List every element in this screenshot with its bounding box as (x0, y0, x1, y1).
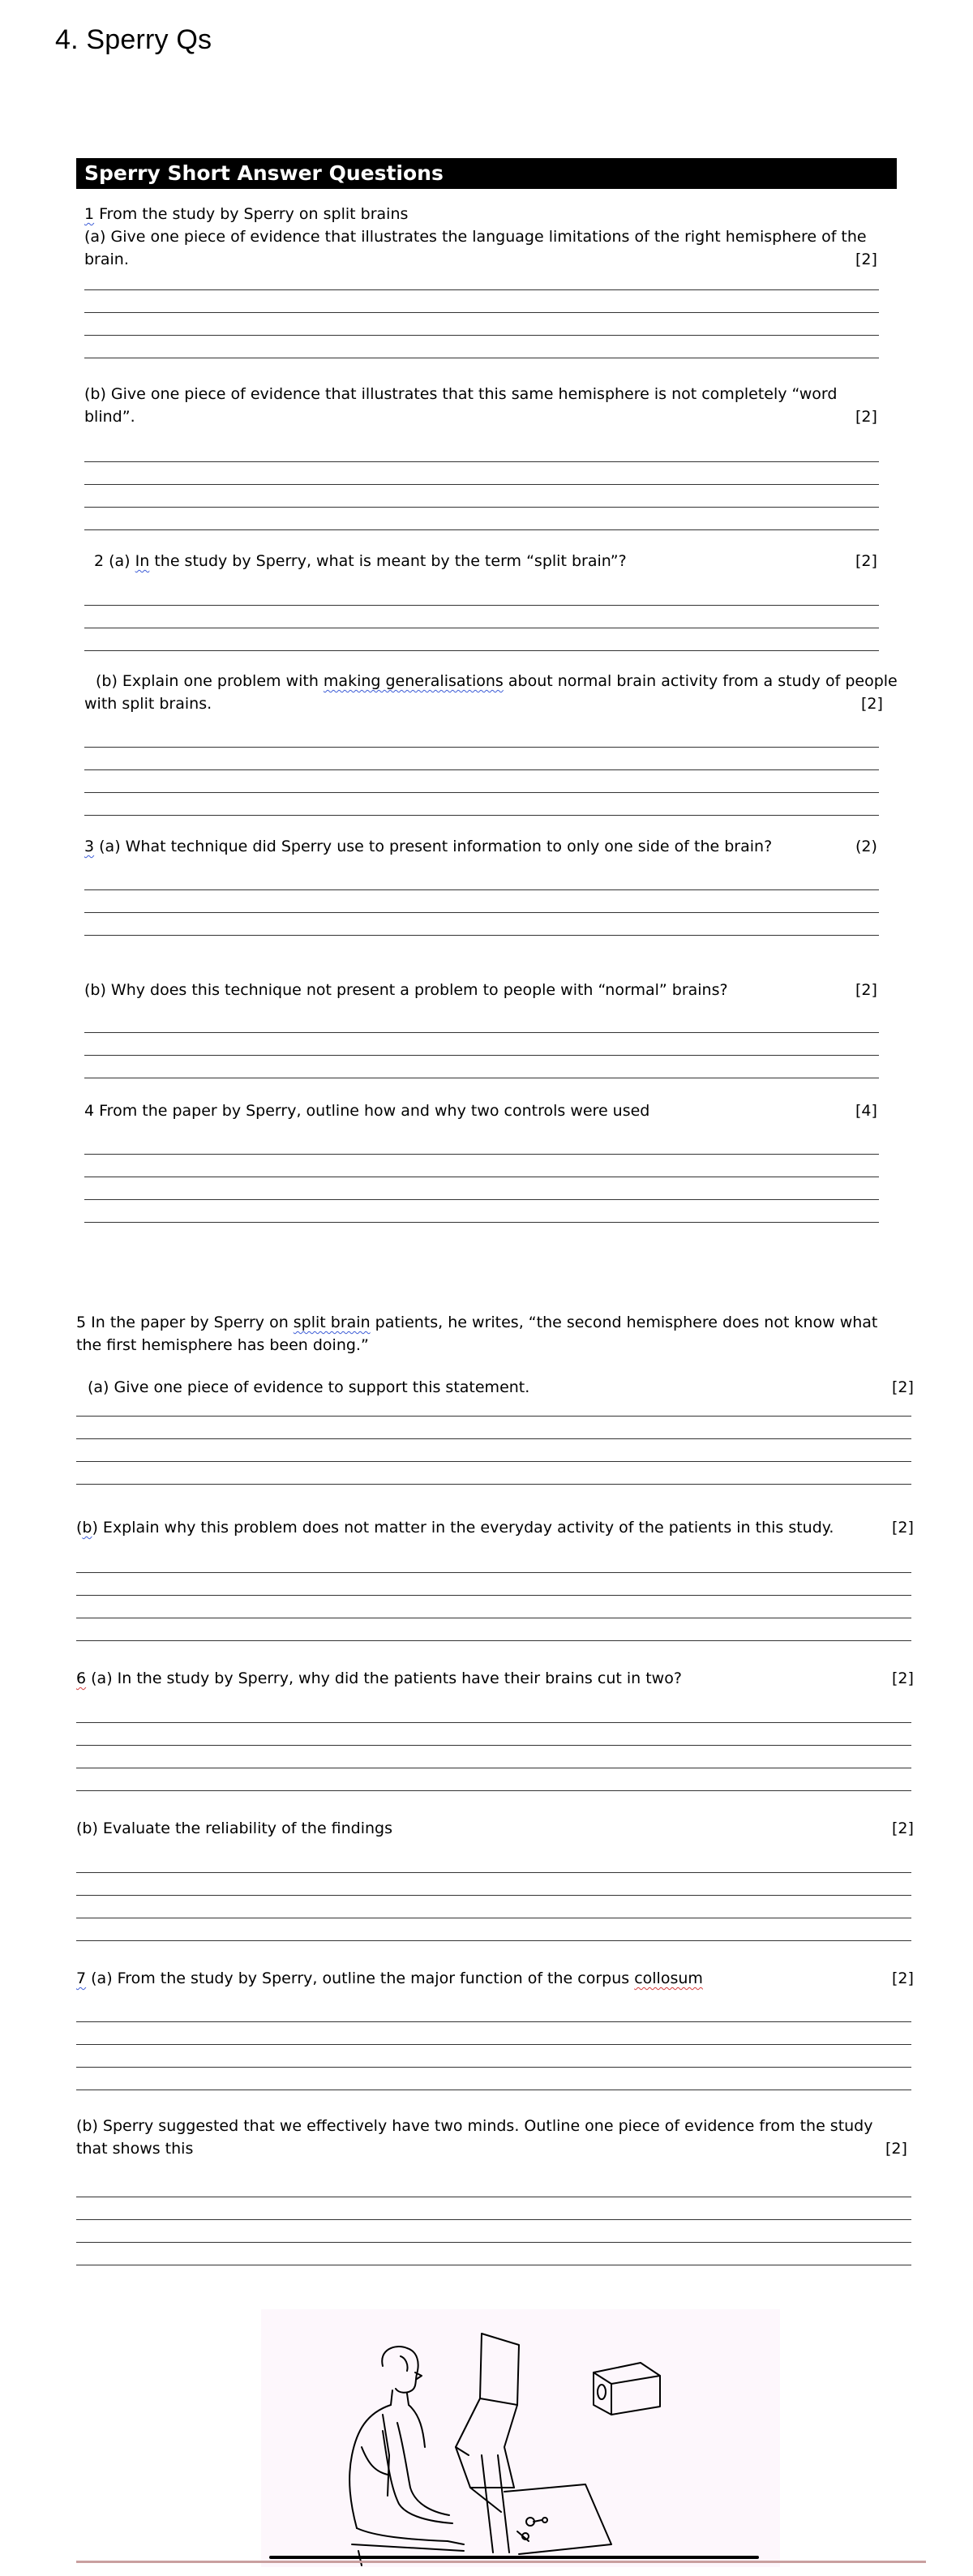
answer-line[interactable] (84, 889, 879, 890)
q5-text: 5 In the paper by Sperry on split brain patients, he writes, “the second hemisphere does not know what (76, 1314, 878, 1331)
answer-line[interactable] (76, 1940, 911, 1941)
page-title: 4. Sperry Qs (55, 24, 212, 55)
section-banner: Sperry Short Answer Questions (76, 158, 897, 189)
q1a-text-cont: brain. (84, 251, 129, 268)
q2a-mark: [2] (855, 552, 877, 570)
q1b-mark: [2] (855, 408, 877, 426)
answer-line[interactable] (84, 747, 879, 748)
split-brain-apparatus-figure (261, 2309, 780, 2567)
answer-line[interactable] (76, 1461, 911, 1462)
answer-line[interactable] (84, 1222, 879, 1223)
answer-line[interactable] (84, 769, 879, 770)
q1-intro: 1 From the study by Sperry on split brains (84, 205, 409, 223)
answer-line[interactable] (76, 1595, 911, 1596)
q5a-mark: [2] (892, 1378, 914, 1396)
answer-line[interactable] (84, 1199, 879, 1200)
bottom-divider (76, 2561, 926, 2563)
q3b-text: (b) Why does this technique not present a problem to people with “normal” brains? (84, 981, 728, 999)
q3a-mark: (2) (855, 838, 877, 855)
q4-mark: [4] (855, 1102, 877, 1120)
answer-line[interactable] (76, 1640, 911, 1641)
q7b-text-cont: that shows this (76, 2140, 194, 2158)
q5-text-cont: the first hemisphere has been doing.” (76, 1336, 369, 1354)
answer-line[interactable] (84, 461, 879, 462)
answer-line[interactable] (76, 2044, 911, 2045)
q3a-text: 3 (a) What technique did Sperry use to present information to only one side of the brain? (84, 838, 773, 855)
answer-line[interactable] (84, 815, 879, 816)
answer-line[interactable] (76, 1790, 911, 1791)
answer-line[interactable] (76, 1416, 911, 1417)
answer-line[interactable] (76, 1722, 911, 1723)
q6b-text: (b) Evaluate the reliability of the findings (76, 1819, 393, 1837)
q7b-mark: [2] (885, 2140, 907, 2158)
q6b-mark: [2] (892, 1819, 914, 1837)
answer-line[interactable] (76, 2219, 911, 2220)
answer-line[interactable] (76, 2067, 911, 2068)
q2b-mark: [2] (861, 695, 883, 713)
q5a-text: (a) Give one piece of evidence to support this statement. (88, 1378, 530, 1396)
q6a-text: 6 (a) In the study by Sperry, why did the patients have their brains cut in two? (76, 1669, 682, 1687)
answer-line[interactable] (84, 484, 879, 485)
answer-line[interactable] (84, 312, 879, 313)
answer-line[interactable] (76, 1895, 911, 1896)
q5b-text: (b) Explain why this problem does not matter in the everyday activity of the patients in this study. (76, 1519, 834, 1537)
q7a-text: 7 (a) From the study by Sperry, outline the major function of the corpus collosum (76, 1970, 703, 1987)
answer-line[interactable] (84, 335, 879, 336)
q4-text: 4 From the paper by Sperry, outline how and why two controls were used (84, 1102, 650, 1120)
q2a-text: 2 (a) In the study by Sperry, what is meant by the term “split brain”? (94, 552, 627, 570)
answer-line[interactable] (76, 1572, 911, 1573)
answer-line[interactable] (84, 935, 879, 936)
answer-line[interactable] (84, 1154, 879, 1155)
q5b-mark: [2] (892, 1519, 914, 1537)
answer-line[interactable] (76, 1872, 911, 1873)
q7a-mark: [2] (892, 1970, 914, 1987)
answer-line[interactable] (76, 1745, 911, 1746)
q1b-text-cont: blind”. (84, 408, 135, 426)
q1a-mark: [2] (855, 251, 877, 268)
q2b-text-cont: with split brains. (84, 695, 212, 713)
answer-line[interactable] (76, 2021, 911, 2022)
answer-line[interactable] (76, 2242, 911, 2243)
answer-line[interactable] (84, 507, 879, 508)
q2b-text: (b) Explain one problem with making generalisations about normal brain activity from a study of people (96, 672, 898, 690)
answer-line[interactable] (84, 289, 879, 290)
answer-line[interactable] (84, 529, 879, 530)
q1b-text: (b) Give one piece of evidence that illustrates that this same hemisphere is not completely “word (84, 385, 838, 403)
answer-line[interactable] (76, 1438, 911, 1439)
q3b-mark: [2] (855, 981, 877, 999)
answer-line[interactable] (84, 605, 879, 606)
split-brain-apparatus-illustration (261, 2309, 780, 2567)
answer-line[interactable] (84, 1055, 879, 1056)
q7b-text: (b) Sperry suggested that we effectively have two minds. Outline one piece of evidence from the study (76, 2117, 873, 2135)
answer-line[interactable] (84, 1032, 879, 1033)
answer-line[interactable] (76, 1484, 911, 1485)
answer-line[interactable] (84, 792, 879, 793)
answer-line[interactable] (84, 912, 879, 913)
answer-line[interactable] (84, 650, 879, 651)
q1a-text: (a) Give one piece of evidence that illustrates the language limitations of the right hemisphere of the (84, 228, 867, 246)
q6a-mark: [2] (892, 1669, 914, 1687)
